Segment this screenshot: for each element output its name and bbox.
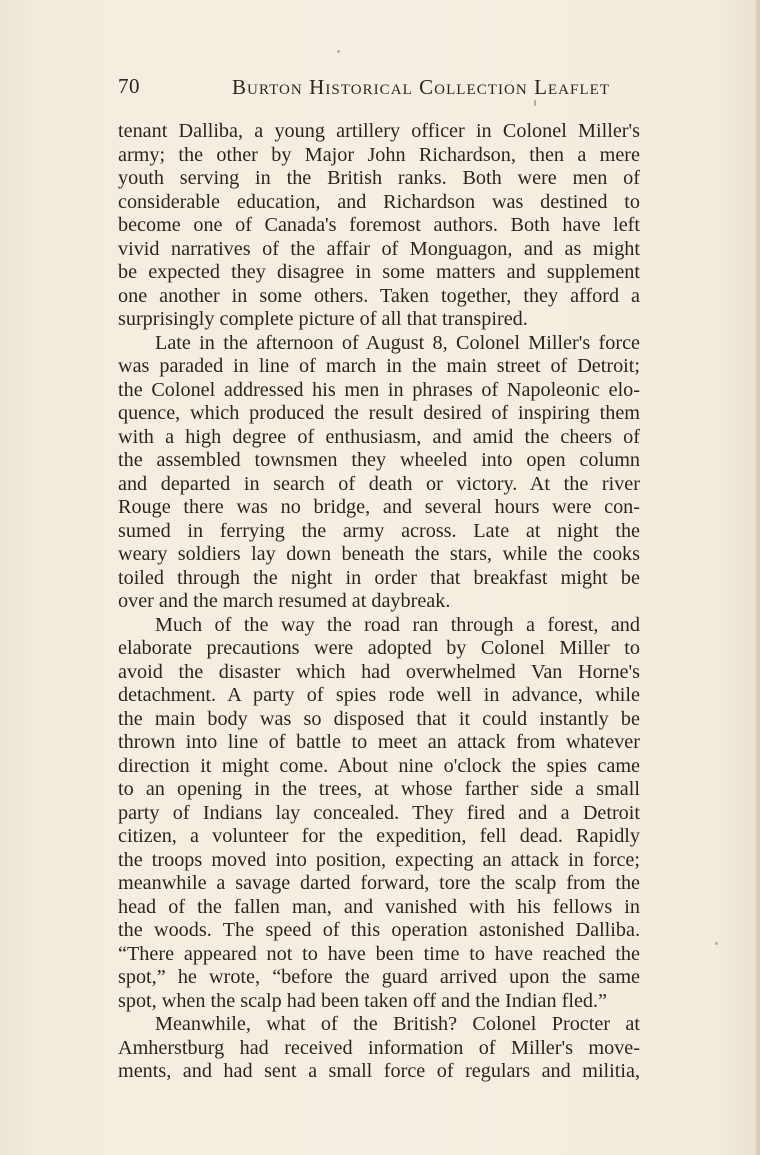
text-line: considerable education, and Richardson was destined to (118, 190, 640, 213)
text-line: toiled through the night in order that breakfast might be (118, 566, 640, 589)
text-line: the Colonel addressed his men in phrases of Napoleonic elo- (118, 378, 640, 401)
paragraph (118, 332, 640, 614)
page-edge (756, 0, 760, 1155)
page-header (118, 72, 648, 102)
text-line: surprisingly complete picture of all that transpired. (118, 308, 528, 330)
text-line: the troops moved into position, expecting an attack in force; (118, 848, 640, 871)
text-line: Rouge there was no bridge, and several hours were con- (118, 496, 640, 518)
text-line: become one of Canada's foremost authors. Both have left (118, 214, 640, 236)
paragraph (118, 120, 640, 332)
paragraph (118, 614, 640, 1014)
text-line: Much of the way the road ran through a forest, and (155, 613, 640, 636)
text-line: army; the other by Major John Richardson, then a mere (118, 143, 640, 166)
text-line: vivid narratives of the affair of Monguagon, and as might (118, 237, 640, 260)
text-line: party of Indians lay concealed. They fired and a Detroit (118, 801, 640, 824)
text-line: the assembled townsmen they wheeled into open column (118, 449, 640, 471)
text-line: weary soldiers lay down beneath the stars, while the cooks (118, 543, 640, 565)
text-line: be expected they disagree in some matters and supplement (118, 261, 640, 283)
text-line: quence, which produced the result desired of inspiring them (118, 402, 640, 424)
text-line: spot, when the scalp had been taken off and the Indian fled.” (118, 989, 608, 1012)
text-line: spot,” he wrote, “before the guard arrived upon the same (118, 966, 640, 988)
text-line: Amherstburg had received information of Miller's move- (118, 1036, 640, 1059)
body-text (118, 120, 640, 1084)
text-line: tenant Dalliba, a young artillery officer in Colonel Miller's (118, 120, 640, 142)
text-line: Late in the afternoon of August 8, Colonel Miller's force (155, 331, 640, 354)
text-line: detachment. A party of spies rode well in advance, while (118, 684, 640, 706)
text-line: was paraded in line of march in the main street of Detroit; (118, 355, 640, 377)
text-line: head of the fallen man, and vanished with his fellows in (118, 895, 640, 918)
text-line: one another in some others. Taken together, they afford a (118, 284, 640, 307)
text-line: thrown into line of battle to meet an attack from whatever (118, 731, 640, 753)
paper-speck (715, 942, 718, 945)
text-line: the main body was so disposed that it could instantly be (118, 707, 640, 730)
text-line: direction it might come. About nine o'clock the spies came (118, 754, 640, 777)
text-line: the woods. The speed of this operation astonished Dalliba. (118, 919, 640, 941)
text-line: to an opening in the trees, at whose farther side a small (118, 778, 640, 800)
text-line: meanwhile a savage darted forward, tore the scalp from the (118, 872, 640, 894)
paragraph (118, 1013, 640, 1084)
text-line: elaborate precautions were adopted by Colonel Miller to (118, 637, 640, 659)
text-line: over and the march resumed at daybreak. (118, 590, 451, 612)
running-title: Burton Historical Collection Leaflet (232, 75, 611, 99)
text-line: ments, and had sent a small force of regulars and militia, (118, 1060, 640, 1082)
text-line: sumed in ferrying the army across. Late at night the (118, 519, 640, 542)
paper-speck (337, 50, 340, 53)
text-line: citizen, a volunteer for the expedition, fell dead. Rapidly (118, 825, 640, 847)
paper-speck (534, 100, 536, 106)
text-line: “There appeared not to have been time to have reached the (118, 942, 640, 965)
text-line: and departed in search of death or victory. At the river (118, 472, 640, 495)
text-line: with a high degree of enthusiasm, and amid the cheers of (118, 425, 640, 448)
text-line: youth serving in the British ranks. Both were men of (118, 167, 640, 189)
text-line: avoid the disaster which had overwhelmed Van Horne's (118, 660, 640, 683)
text-line: Meanwhile, what of the British? Colonel Procter at (155, 1013, 640, 1035)
page-number: 70 (118, 74, 140, 98)
